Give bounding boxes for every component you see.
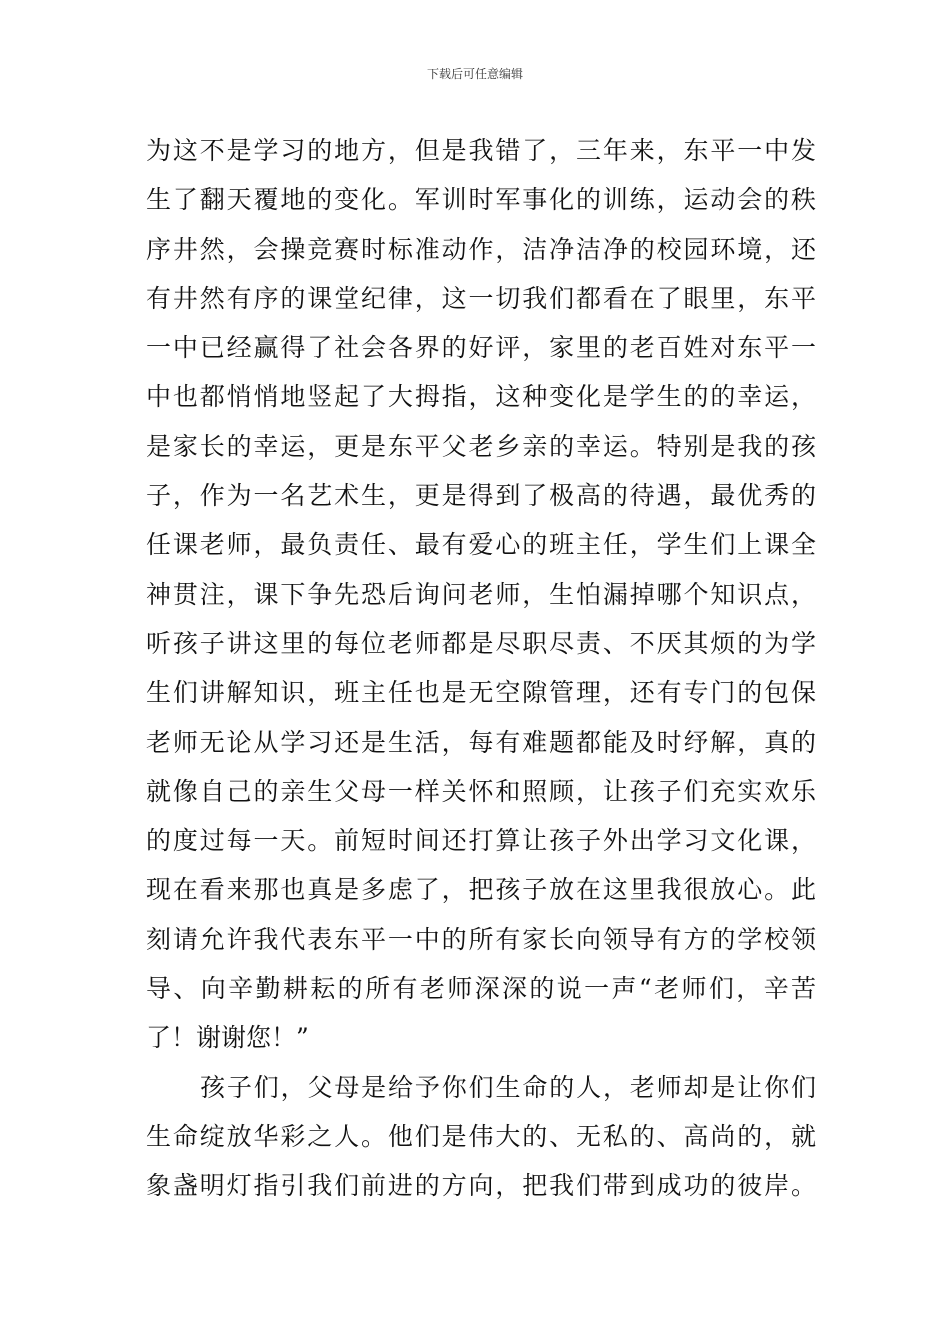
text-line: 导、向辛勤耕耘的所有老师深深的说一声“老师们，辛苦 bbox=[146, 974, 816, 1004]
text-line: 象盏明灯指引我们前进的方向，把我们带到成功的彼岸。 bbox=[146, 1171, 816, 1201]
text-line: 生们讲解知识，班主任也是无空隙管理，还有专门的包保 bbox=[146, 678, 816, 708]
text-line: 的度过每一天。前短时间还打算让孩子外出学习文化课， bbox=[146, 826, 816, 856]
text-line: 生了翻天覆地的变化。军训时军事化的训练，运动会的秩 bbox=[146, 185, 816, 215]
text-line: 刻请允许我代表东平一中的所有家长向领导有方的学校领 bbox=[146, 924, 816, 954]
document-body bbox=[146, 126, 816, 1211]
text-line: 老师无论从学习还是生活，每有难题都能及时纾解，真的 bbox=[146, 727, 816, 757]
text-line: 了！谢谢您！” bbox=[146, 1023, 309, 1053]
text-line: 就像自己的亲生父母一样关怀和照顾，让孩子们充实欢乐 bbox=[146, 776, 816, 806]
header-note: 下载后可任意编辑 bbox=[426, 67, 523, 81]
text-line: 一中已经赢得了社会各界的好评，家里的老百姓对东平一 bbox=[146, 333, 816, 363]
text-line: 子，作为一名艺术生，更是得到了极高的待遇，最优秀的 bbox=[146, 481, 816, 511]
text-line: 现在看来那也真是多虑了，把孩子放在这里我很放心。此 bbox=[146, 875, 816, 905]
text-line: 序井然，会操竞赛时标准动作，洁净洁净的校园环境，还 bbox=[146, 234, 816, 264]
text-line: 生命绽放华彩之人。他们是伟大的、无私的、高尚的，就 bbox=[146, 1121, 816, 1151]
text-line: 神贯注，课下争先恐后询问老师，生怕漏掉哪个知识点， bbox=[146, 579, 816, 609]
text-line: 听孩子讲这里的每位老师都是尽职尽责、不厌其烦的为学 bbox=[146, 628, 816, 658]
text-line: 为这不是学习的地方，但是我错了，三年来，东平一中发 bbox=[146, 136, 816, 165]
text-line: 有井然有序的课堂纪律，这一切我们都看在了眼里，东平 bbox=[146, 283, 816, 313]
paragraph-2 bbox=[146, 1063, 816, 1211]
paragraph-1 bbox=[146, 126, 816, 1063]
text-line: 中也都悄悄地竖起了大拇指，这种变化是学生的的幸运， bbox=[146, 382, 816, 412]
text-line: 孩子们，父母是给予你们生命的人，老师却是让你们 bbox=[200, 1072, 816, 1102]
text-line: 是家长的幸运，更是东平父老乡亲的幸运。特别是我的孩 bbox=[146, 431, 816, 461]
text-line: 任课老师，最负责任、最有爱心的班主任，学生们上课全 bbox=[146, 530, 816, 560]
